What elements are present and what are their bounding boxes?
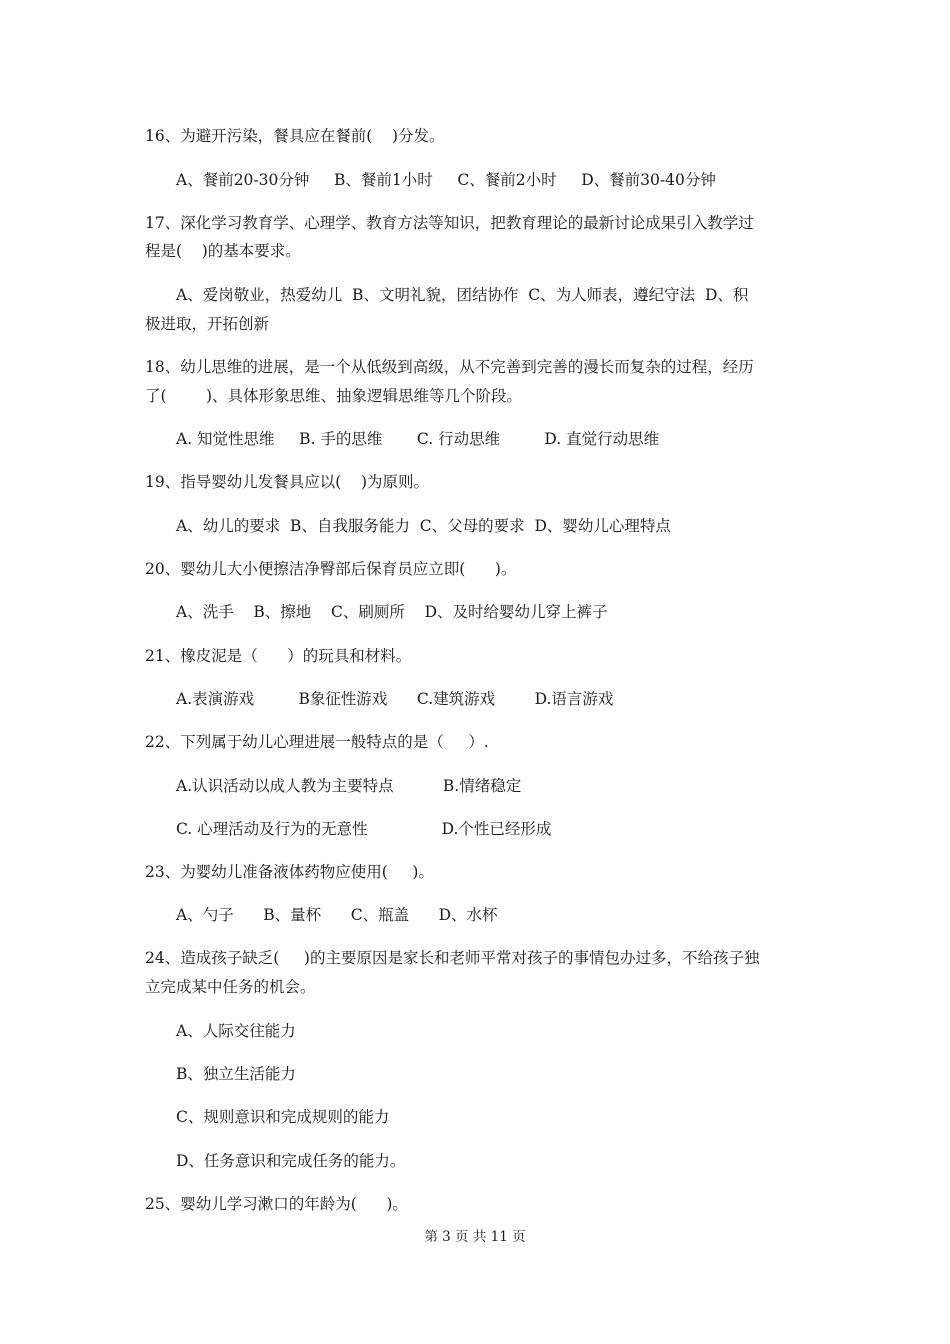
- question-22: 22、下列属于幼儿心理进展一般特点的是（ ）.: [145, 733, 489, 751]
- question-24-cont: 立完成某中任务的机会。: [145, 978, 316, 996]
- question-21: 21、橡皮泥是（ ）的玩具和材料。: [145, 647, 412, 665]
- question-18-cont: 了( )、具体形象思维、抽象逻辑思维等几个阶段。: [145, 387, 523, 405]
- question-25: 25、婴幼儿学习漱口的年龄为( )。: [145, 1195, 408, 1213]
- question-16: 16、为避开污染，餐具应在餐前( )分发。: [145, 127, 445, 145]
- question-16-options: A、餐前20-30分钟 B、餐前1小时 C、餐前2小时 D、餐前30-40分钟: [176, 171, 716, 189]
- question-21-options: A.表演游戏 B象征性游戏 C.建筑游戏 D.语言游戏: [176, 690, 614, 708]
- question-17: 17、深化学习教育学、心理学、教育方法等知识，把教育理论的最新讨论成果引入教学过: [145, 214, 754, 232]
- question-24-option-b: B、独立生活能力: [176, 1065, 296, 1083]
- question-24-option-d: D、任务意识和完成任务的能力。: [176, 1152, 406, 1170]
- page-footer: 第 3 页 共 11 页: [424, 1229, 526, 1245]
- question-19-options: A、幼儿的要求 B、自我服务能力 C、父母的要求 D、婴幼儿心理特点: [176, 517, 671, 535]
- question-24-option-c: C、规则意识和完成规则的能力: [176, 1108, 390, 1126]
- question-17-cont: 程是( )的基本要求。: [145, 242, 301, 260]
- question-17-options: A、爱岗敬业，热爱幼儿 B、文明礼貌，团结协作 C、为人师表，遵纪守法 D、积: [176, 286, 749, 304]
- question-19: 19、指导婴幼儿发餐具应以( )为原则。: [145, 473, 430, 491]
- question-22-options-ab: A.认识活动以成人教为主要特点 B.情绪稳定: [176, 777, 522, 795]
- question-20-options: A、洗手 B、擦地 C、刷厕所 D、及时给婴幼儿穿上裤子: [176, 603, 608, 621]
- question-20: 20、婴幼儿大小便擦洁净臀部后保育员应立即( )。: [145, 560, 517, 578]
- question-18: 18、幼儿思维的进展，是一个从低级到高级，从不完善到完善的漫长而复杂的过程，经历: [145, 358, 754, 376]
- question-24: 24、造成孩子缺乏( )的主要原因是家长和老师平常对孩子的事情包办过多，不给孩子独: [145, 949, 760, 967]
- question-24-option-a: A、人际交往能力: [176, 1022, 296, 1040]
- question-18-options: A. 知觉性思维 B. 手的思维 C. 行动思维 D. 直觉行动思维: [176, 430, 660, 448]
- question-23: 23、为婴幼儿准备液体药物应使用( )。: [145, 863, 434, 881]
- question-22-options-cd: C. 心理活动及行为的无意性 D.个性已经形成: [176, 820, 552, 838]
- question-17-options-cont: 极进取，开拓创新: [145, 315, 270, 333]
- question-23-options: A、勺子 B、量杯 C、瓶盖 D、水杯: [176, 906, 498, 924]
